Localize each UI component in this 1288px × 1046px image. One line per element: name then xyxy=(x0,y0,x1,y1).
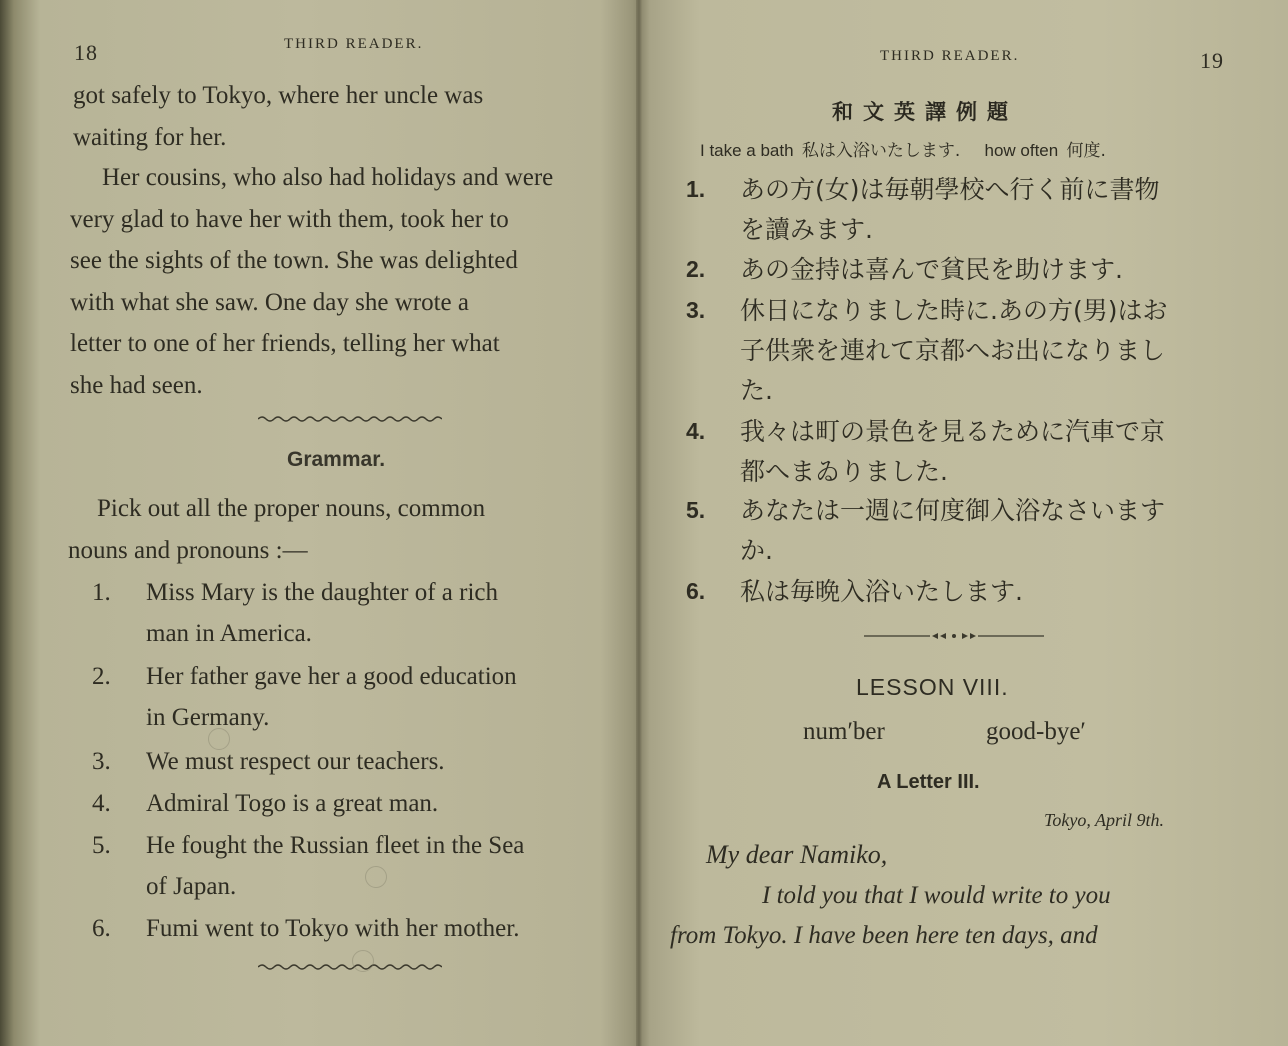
letter-salutation: My dear Namiko, xyxy=(706,840,888,869)
text-line: Pick out all the proper nouns, common xyxy=(97,495,486,522)
text-line: with what she saw. One day she wrote a xyxy=(70,288,469,316)
item-line: of Japan. xyxy=(146,873,237,900)
paragraph-continuation xyxy=(73,75,483,158)
vocab-english: how often xyxy=(984,141,1059,160)
page-number-left: 18 xyxy=(74,40,98,65)
letter-heading: A Letter III. xyxy=(877,771,980,793)
sentence-number: 4. xyxy=(686,418,706,444)
item-line: Miss Mary is the daughter of a rich xyxy=(146,579,499,606)
faint-stamp-mark xyxy=(352,950,374,972)
item-number: 4. xyxy=(92,790,111,817)
sentence-line: た. xyxy=(740,376,773,405)
running-header-right: THIRD READER. xyxy=(880,48,1020,64)
vocabulary-row xyxy=(700,136,1110,161)
sentence-line: あの金持は喜んで貧民を助けます. xyxy=(740,255,1123,284)
faint-stamp-mark xyxy=(208,728,230,750)
exercise-title: 和文英譯例題 xyxy=(832,100,1018,124)
item-number: 2. xyxy=(92,663,111,690)
vocab-japanese: 何度. xyxy=(1066,141,1106,161)
item-line: Fumi went to Tokyo with her mother. xyxy=(146,915,520,942)
item-number: 1. xyxy=(92,579,111,606)
paragraph-cousins xyxy=(70,157,553,406)
sentence-line: か. xyxy=(740,536,773,565)
sentence-number: 2. xyxy=(686,256,706,282)
sentence-number: 3. xyxy=(686,297,706,323)
item-line: He fought the Russian fleet in the Sea xyxy=(146,832,525,859)
text-line: nouns and pronouns :— xyxy=(68,536,308,564)
wavy-divider-bottom xyxy=(258,962,442,972)
sentence-number: 1. xyxy=(686,176,706,202)
item-line: in Germany. xyxy=(146,704,270,731)
sentence-line: 子供衆を連れて京都へお出になりまし xyxy=(740,336,1166,365)
sentence-line: 休日になりました時に.あの方(男)はお xyxy=(740,296,1168,325)
sentence-line: 都へまゐりました. xyxy=(740,457,948,486)
sentence-line: あの方(女)は毎朝學校へ行く前に書物 xyxy=(740,175,1160,204)
text-line: very glad to have her with them, took her to xyxy=(70,205,509,233)
page-number-right: 19 xyxy=(1200,48,1224,73)
grammar-instruction xyxy=(68,488,485,571)
letter-date: Tokyo, April 9th. xyxy=(1044,810,1165,830)
vocab-word: num′ber xyxy=(803,718,885,745)
sentence-line: あなたは一週に何度御入浴なさいます xyxy=(740,496,1166,525)
item-line: Her father gave her a good education xyxy=(146,663,517,690)
text-line: see the sights of the town. She was delighted xyxy=(70,247,518,274)
book-gutter xyxy=(636,0,642,1046)
vocab-english: I take a bath xyxy=(700,141,794,160)
letter-body-line: from Tokyo. I have been here ten days, and xyxy=(670,922,1098,949)
item-line: Admiral Togo is a great man. xyxy=(146,790,439,817)
item-number: 6. xyxy=(92,915,111,942)
item-line: We must respect our teachers. xyxy=(146,748,445,775)
letter-body-line: I told you that I would write to you xyxy=(762,882,1111,909)
ornament-divider xyxy=(864,629,1044,643)
running-header-left: THIRD READER. xyxy=(284,36,424,52)
item-number: 3. xyxy=(92,748,111,775)
sentence-line: 我々は町の景色を見るために汽車で京 xyxy=(740,417,1166,446)
text-line: Her cousins, who also had holidays and were xyxy=(102,164,554,191)
item-number: 5. xyxy=(92,832,111,859)
wavy-divider-top xyxy=(258,414,442,424)
grammar-heading: Grammar. xyxy=(287,448,386,471)
text-line: got safely to Tokyo, where her uncle was xyxy=(73,82,484,109)
vocab-word: good-bye′ xyxy=(986,718,1086,745)
vocab-japanese: 私は入浴いたします. xyxy=(801,141,961,161)
faint-stamp-mark xyxy=(365,866,387,888)
sentence-number: 6. xyxy=(686,578,706,604)
item-line: man in America. xyxy=(146,620,312,647)
sentence-line: を讀みます. xyxy=(740,215,873,244)
left-page xyxy=(0,0,636,1046)
text-line: she had seen. xyxy=(70,371,203,399)
text-line: waiting for her. xyxy=(73,123,227,151)
lesson-title: LESSON VIII. xyxy=(856,674,1009,700)
text-line: letter to one of her friends, telling her what xyxy=(70,330,500,357)
sentence-number: 5. xyxy=(686,497,706,523)
sentence-line: 私は毎晩入浴いたします. xyxy=(740,577,1023,606)
